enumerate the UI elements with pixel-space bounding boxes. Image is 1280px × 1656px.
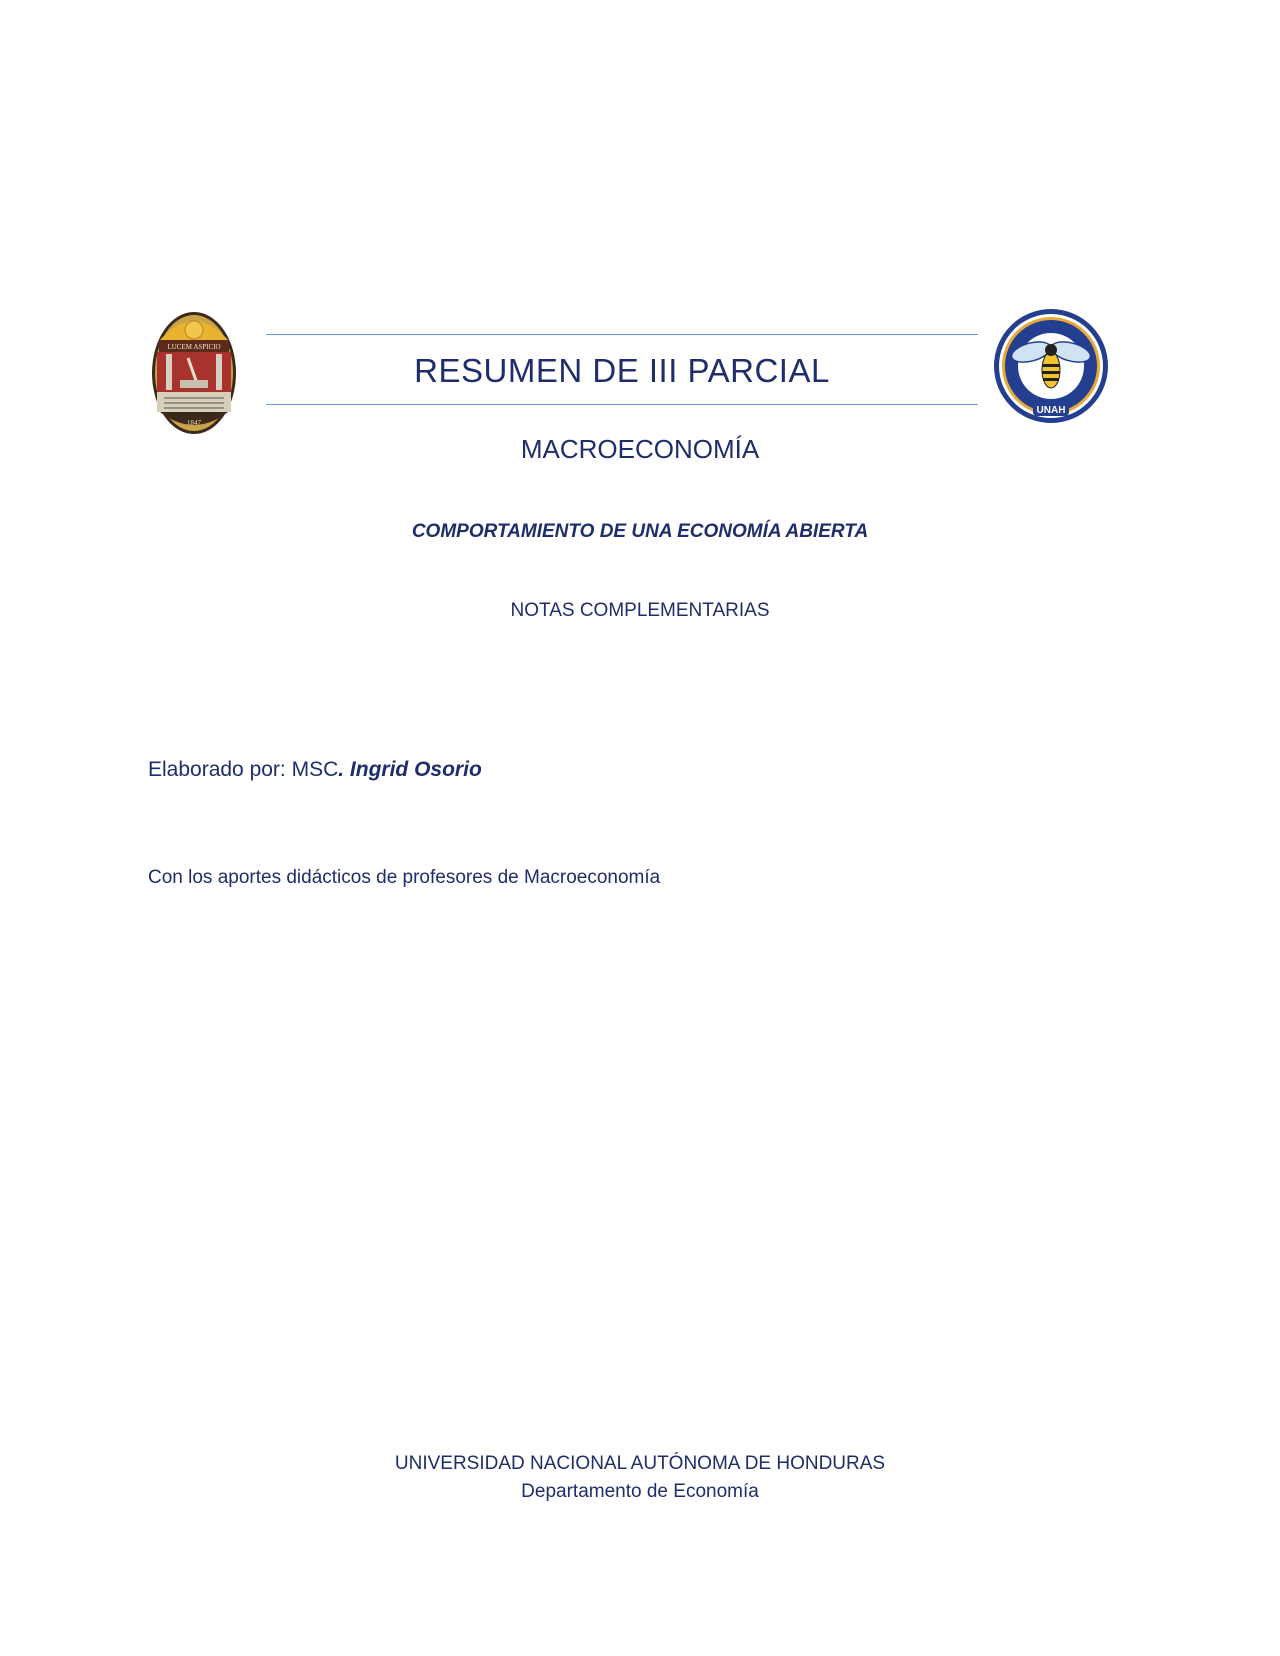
header-rule-bottom	[266, 404, 978, 405]
notes-heading: NOTAS COMPLEMENTARIAS	[510, 600, 770, 621]
author-line	[148, 758, 482, 782]
unah-crest-logo	[993, 308, 1109, 424]
contributors-line: Con los aportes didácticos de profesores de Macroeconomía	[148, 867, 661, 888]
seal-motto: LUCEM ASPICIO	[167, 343, 221, 351]
topic-heading: COMPORTAMIENTO DE UNA ECONOMÍA ABIERTA	[411, 521, 869, 542]
crest-badge: UNAH	[1036, 405, 1066, 416]
seal-year: 1847	[187, 419, 201, 427]
department-name: Departamento de Economía	[521, 1481, 759, 1502]
subject-heading: MACROECONOMÍA	[520, 434, 760, 464]
header-rule-top	[266, 334, 978, 335]
document-title: RESUMEN DE III PARCIAL	[414, 352, 830, 389]
author-name: . Ingrid Osorio	[338, 758, 482, 781]
university-name: UNIVERSIDAD NACIONAL AUTÓNOMA DE HONDURAS	[394, 1453, 886, 1474]
university-seal-logo	[150, 310, 238, 436]
author-prefix: Elaborado por: MSC	[148, 758, 339, 781]
